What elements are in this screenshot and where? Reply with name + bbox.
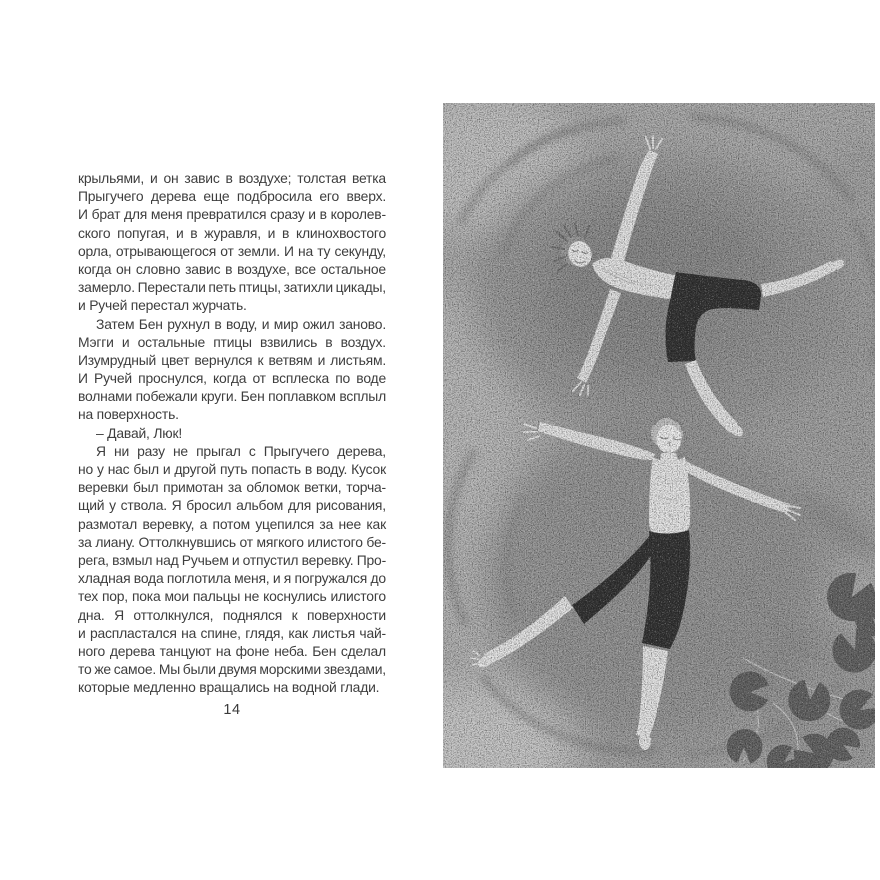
text-line: когда он словно завис в воздухе, все остальное [78, 260, 386, 277]
text-line: щий у ствола. Я бросил альбом для рисования, [78, 497, 386, 514]
text-line: И Ручей проснулся, когда от всплеска по воде [78, 370, 386, 387]
text-column [78, 169, 386, 696]
text-line: Прыгучего дерева еще подбросила его вверх. [78, 188, 386, 205]
text-line: замерло. Перестали петь птицы, затихли цикады, [78, 279, 386, 296]
text-line: но у нас был и другой путь попасть в воду. Кусок [78, 461, 386, 477]
text-line: которые медленно вращались на водной глади. [78, 679, 380, 696]
illustration-svg [443, 103, 875, 768]
text-line: на поверхность. [78, 406, 179, 423]
text-line: крыльями, и он завис в воздухе; толстая ветка [78, 170, 386, 186]
text-line: и распластался на спине, глядя, как листья чай- [78, 624, 386, 641]
text-line: и Ручей перестал журчать. [78, 297, 247, 314]
text-line: Мэгги и остальные птицы взвились в воздух. [78, 333, 386, 350]
text-line: то же самое. Мы были двумя морскими звездами, [78, 661, 386, 678]
text-line: размотал веревку, а потом уцепился за нее как [78, 515, 386, 532]
text-line: Затем Бен рухнул в воду, и мир ожил заново. [96, 315, 386, 332]
page-number: 14 [223, 702, 241, 718]
text-line: рега, взмыл над Ручьем и отпустил веревку. Про- [78, 551, 386, 568]
text-line: Изумрудный цвет вернулся к ветвям и листьям. [78, 351, 386, 368]
text-line: орла, отрывающегося от земли. И на ту секунду, [78, 242, 386, 259]
text-line: – Давай, Люк! [96, 424, 183, 441]
text-line: ского попугая, и в журавля, и в клинохвостого [78, 224, 386, 241]
text-line: дна. Я оттолкнулся, поднялся к поверхности [78, 606, 386, 623]
text-line: волнами побежали круги. Бен поплавком всплыл [78, 388, 386, 405]
text-line: хладная вода поглотила меня, и я погружался до [78, 570, 386, 587]
text-line: тех пор, пока мои пальцы не коснулись илистого [78, 588, 386, 605]
text-line: ного дерева танцуют на фоне неба. Бен сделал [78, 642, 386, 659]
grain-light-overlay [443, 103, 875, 768]
text-line: веревки был примотан за обломок ветки, торча- [78, 479, 386, 496]
illustration-floating-boys [443, 103, 875, 768]
text-line: И брат для меня превратился сразу и в королев- [78, 206, 386, 223]
text-line: за лиану. Оттолкнувшись от мягкого илистого бе- [78, 533, 386, 550]
text-line: Я ни разу не прыгал с Прыгучего дерева, [96, 442, 386, 459]
